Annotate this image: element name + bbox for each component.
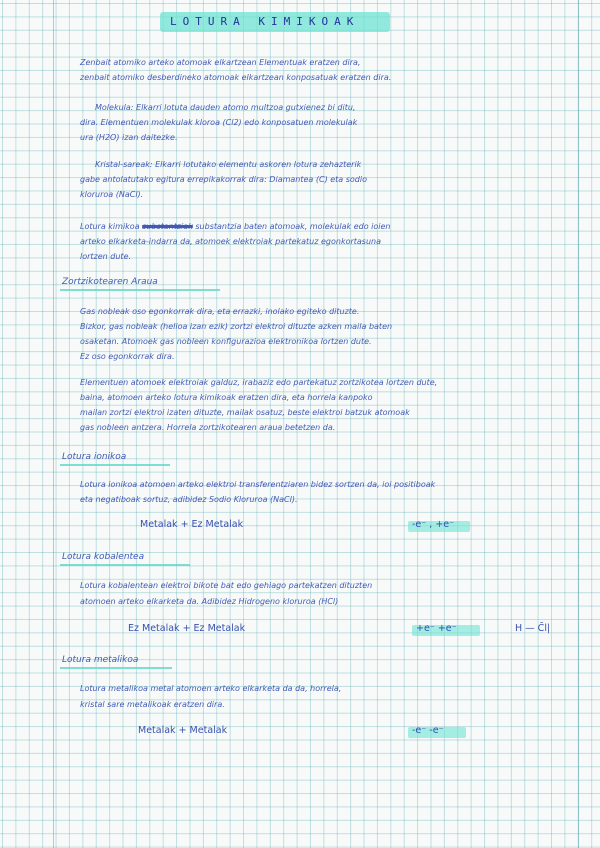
ionikoa-formula: Metalak + Ez Metalak — [140, 519, 244, 530]
intro-line-1: Zenbait atomiko arteko atomoak elkartzean Elementuak eratzen dira, — [80, 58, 361, 67]
metalikoa-line-1: Lotura metalikoa metal atomoen arteko elkarketa da da, horrela, — [80, 684, 342, 693]
zortzikotea-p2-line-4: gas nobleen antzera. Horrela zortzikotearen araua betetzen da. — [80, 423, 336, 432]
kobalentea-formula: Ez Metalak + Ez Metalak — [128, 623, 246, 634]
zortzikotea-p2-line-3: mailan zortzi elektroi izaten dituzte, mailak osatuz, beste elektroi batzuk atomoak — [80, 408, 410, 417]
definition-line-2: arteko elkarketa-indarra da, atomoek elektroiak partekatuz egonkortasuna — [80, 237, 382, 246]
ionikoa-line-2: eta negatiboak sortuz, adibidez Sodio Kloruroa (NaCl). — [80, 495, 298, 504]
ionikoa-electrons: -e⁻ , +e⁻ — [412, 519, 455, 530]
kobalentea-line-2: atomoen arteko elkarketa da. Adibidez Hidrogeno kloruroa (HCl) — [80, 597, 339, 606]
heading-kobalentea: Lotura kobalentea — [62, 552, 145, 562]
metalikoa-electrons: -e⁻ -e⁻ — [412, 725, 444, 736]
heading-zortzikotea-underline — [60, 289, 220, 291]
intro-line-2: zenbait atomiko desberdineko atomoak elkartzean konposatuak eratzen dira. — [80, 73, 392, 82]
heading-ionikoa: Lotura ionikoa — [62, 452, 127, 462]
molekula-line-1: Molekula: Elkarri lotuta dauden atomo multzoa gutxienez bi ditu, — [95, 103, 356, 112]
molekula-line-3: ura (H2O) izan daitezke. — [80, 133, 178, 142]
zortzikotea-p1-line-2: Bizkor, gas nobleak (helioa izan ezik) zortzi elektroi dituzte azken maila baten — [80, 322, 393, 331]
kristal-line-2: gabe antolatutako egitura errepikakorrak dira: Diamantea (C) eta sodio — [80, 175, 367, 184]
heading-kobalentea-underline — [60, 564, 190, 566]
definition-line-3: lortzen dute. — [80, 252, 132, 261]
heading-metalikoa-underline — [60, 667, 172, 669]
ionikoa-line-1: Lotura ionikoa atomoen arteko elektroi transferentziaren bidez sortzen da, ioi positiboak — [80, 480, 436, 489]
right-margin-line — [578, 0, 579, 848]
heading-zortzikotea: Zortzikotearen Araua — [62, 277, 158, 287]
kobalentea-electrons: +e⁻ +e⁻ — [416, 623, 457, 634]
metalikoa-formula: Metalak + Metalak — [138, 725, 228, 736]
definition-strikethrough: substantziak — [142, 222, 193, 231]
molekula-line-2: dira. Elementuen molekulak kloroa (Cl2) edo konposatuen molekulak — [80, 118, 358, 127]
kristal-line-1: Kristal-sareak: Elkarri lotutako elementu askoren lotura zehazterik — [95, 160, 362, 169]
zortzikotea-p2-line-2: baina, atomoen arteko lotura kimikoak eratzen dira, eta horrela kanpoko — [80, 393, 373, 402]
zortzikotea-p1-line-1: Gas nobleak oso egonkorrak dira, eta errazki, inolako egiteko dituzte. — [80, 307, 360, 316]
zortzikotea-p1-line-3: osaketan. Atomoek gas nobleen konfigurazioa elektronikoa lortzen dute. — [80, 337, 372, 346]
zortzikotea-p1-line-4: Ez oso egonkorrak dira. — [80, 352, 175, 361]
metalikoa-line-2: kristal sare metalikoak eratzen dira. — [80, 700, 225, 709]
left-margin-line — [53, 0, 54, 848]
kobalentea-structure: H — C̄l| — [515, 623, 551, 634]
kristal-line-3: kloruroa (NaCl). — [80, 190, 144, 199]
definition-start: Lotura kimikoa — [80, 222, 140, 231]
zortzikotea-p2-line-1: Elementuen atomoek elektroiak galduz, irabaziz edo partekatuz zortzikotea lortzen dute, — [80, 378, 438, 387]
title-text: LOTURA KIMIKOAK — [170, 15, 360, 28]
page-title — [160, 10, 390, 34]
kobalentea-line-1: Lotura kobalentean elektroi bikote bat edo gehiago partekatzen dituzten — [80, 581, 373, 590]
definition-line-1 — [80, 222, 390, 232]
definition-end: substantzia baten atomoak, molekulak edo ioien — [195, 222, 391, 231]
heading-ionikoa-underline — [60, 464, 170, 466]
heading-metalikoa: Lotura metalikoa — [62, 655, 139, 665]
